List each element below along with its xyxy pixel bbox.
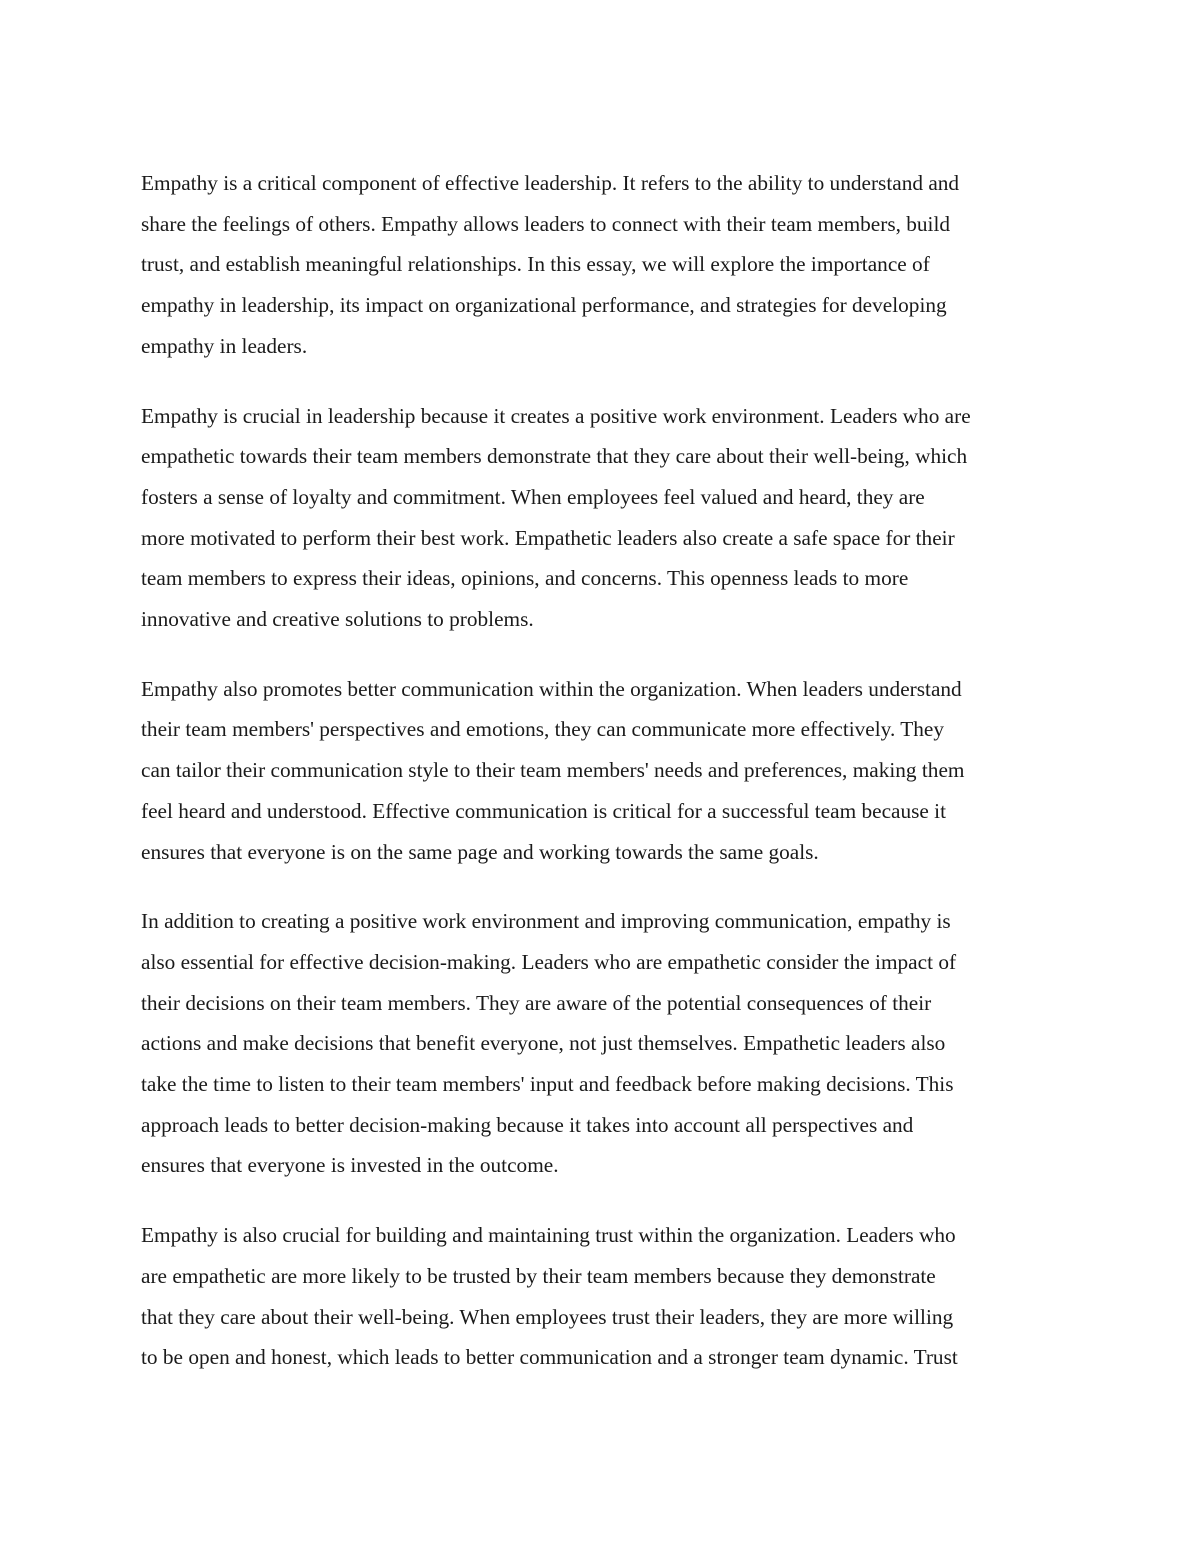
text-line: Empathy is also crucial for building and maintaining trust within the organization. Leaders who [141, 1223, 956, 1248]
text-line: innovative and creative solutions to problems. [141, 607, 534, 632]
text-line: are empathetic are more likely to be trusted by their team members because they demonstrate [141, 1263, 936, 1288]
text-line: empathetic towards their team members demonstrate that they care about their well-being, which [141, 444, 968, 469]
document-body [141, 163, 1071, 1407]
text-line: empathy in leaders. [141, 333, 308, 358]
paragraph-5 [141, 1215, 1071, 1378]
text-line: empathy in leadership, its impact on organizational performance, and strategies for developing [141, 293, 947, 318]
paragraph-4 [141, 901, 1071, 1186]
text-line: ensures that everyone is invested in the outcome. [141, 1153, 559, 1178]
text-line: feel heard and understood. Effective communication is critical for a successful team because it [141, 798, 947, 823]
text-line: trust, and establish meaningful relationships. In this essay, we will explore the importance of [141, 252, 930, 277]
text-line: to be open and honest, which leads to better communication and a stronger team dynamic. Trust [141, 1345, 958, 1370]
text-line: their team members' perspectives and emotions, they can communicate more effectively. They [141, 717, 944, 742]
paragraph-1 [141, 163, 1071, 367]
text-line: their decisions on their team members. They are aware of the potential consequences of their [141, 990, 932, 1015]
text-line: actions and make decisions that benefit everyone, not just themselves. Empathetic leaders also [141, 1031, 946, 1056]
text-line: Empathy also promotes better communication within the organization. When leaders understand [141, 676, 962, 701]
text-line: can tailor their communication style to their team members' needs and preferences, making them [141, 758, 965, 783]
text-line: share the feelings of others. Empathy allows leaders to connect with their team members, build [141, 211, 951, 236]
text-line: In addition to creating a positive work environment and improving communication, empathy is [141, 909, 951, 934]
text-line: take the time to listen to their team members' input and feedback before making decisions. This [141, 1072, 954, 1097]
paragraph-2 [141, 396, 1071, 640]
text-line: team members to express their ideas, opinions, and concerns. This openness leads to more [141, 566, 909, 591]
text-line: more motivated to perform their best work. Empathetic leaders also create a safe space for their [141, 525, 955, 550]
text-line: ensures that everyone is on the same page and working towards the same goals. [141, 839, 819, 864]
text-line: also essential for effective decision-making. Leaders who are empathetic consider the impact of [141, 949, 957, 974]
text-line: fosters a sense of loyalty and commitment. When employees feel valued and heard, they are [141, 484, 925, 509]
text-line: approach leads to better decision-making because it takes into account all perspectives and [141, 1112, 914, 1137]
text-line: Empathy is a critical component of effective leadership. It refers to the ability to understand and [141, 171, 960, 195]
text-line: that they care about their well-being. When employees trust their leaders, they are more willing [141, 1304, 954, 1329]
paragraph-3 [141, 669, 1071, 873]
text-line: Empathy is crucial in leadership because it creates a positive work environment. Leaders who are [141, 403, 971, 428]
